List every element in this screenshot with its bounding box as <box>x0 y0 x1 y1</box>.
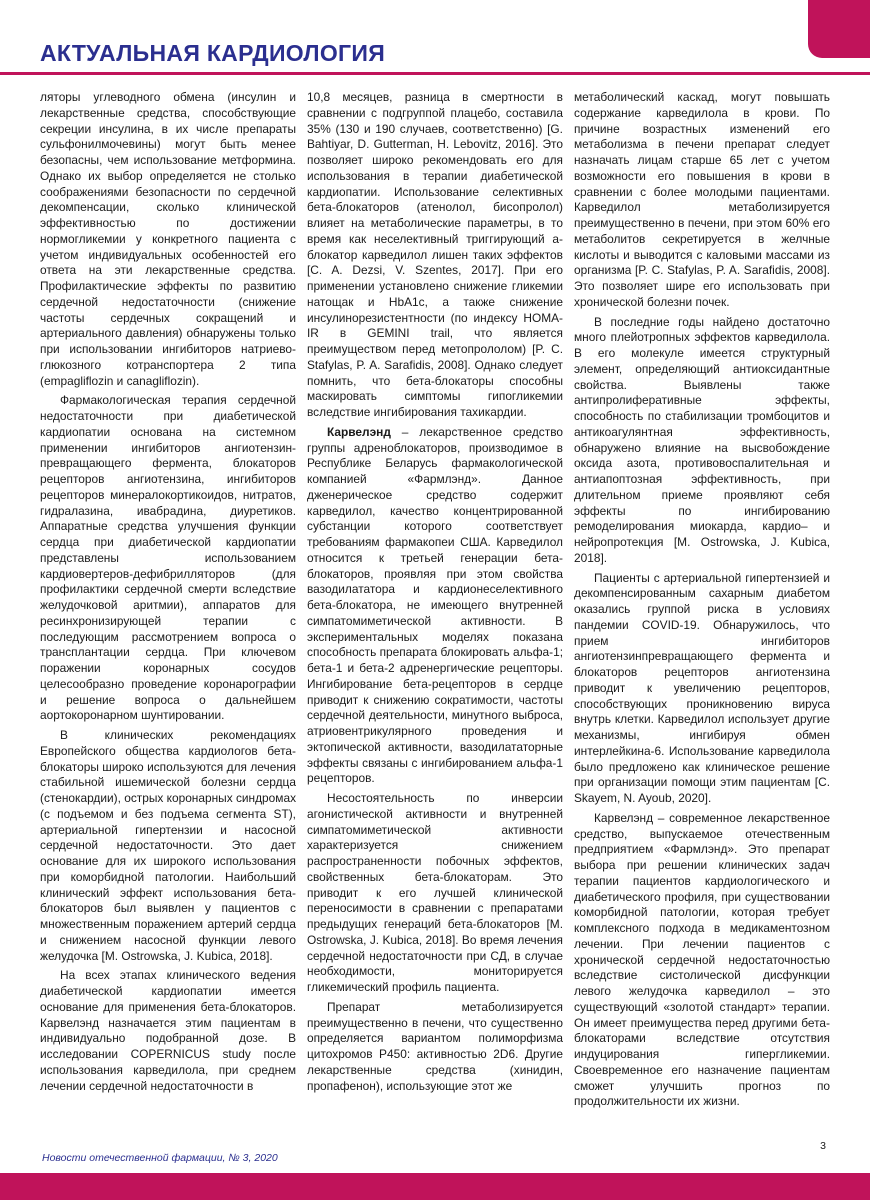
footer-bar <box>0 1173 870 1200</box>
paragraph: метаболический каскад, могут повышать содержание карведилола в крови. По причине возрастных изменений его метаболизма в печени препарат следует назначать лицам старше 65 лет с учетом возможности его повышения в крови в сравнении с более молодыми пациентами. Карведилол метаболизируется преимущественно в печени, при этом 60% его метаболитов секретируется в желчные кислоты и выводится с каловыми массами из организма [P. C. Stafylas, P. A. Sarafidis, 2008]. Это позволяет шире его использовать при хронической болезни почек. <box>574 90 830 309</box>
paragraph: ляторы углеводного обмена (инсулин и лекарственные средства, способствующие секреции инсулина, в их числе препараты сульфонилмочевины) могут быть менее безопасны, чем использование метформина. Однако их выбор определяется не столько соображениями безопасности по сердечной декомпенсации, сколько клинической эффективностью по достижении нормогликемии у конкретного пациента с учетом индивидуальных особенностей его ответа на эти лекарственные средства. Профилактические эффекты по развитию сердечной недостаточности (снижение частоты сердечных сокращений и артериального давления) обнаружены только при использовании ингибиторов натриево-глюкозного котранспортера 2 типа (empagliflozin и canagliflozin). <box>40 90 296 388</box>
paragraph: Несостоятельность по инверсии агонистической активности и внутренней симпатомиметической активности характеризуется снижением распространенности побочных эффектов, свойственных бета-блокаторам. Это приводит к его лучшей клинической переносимости в сравнении с препаратами предыдущих генераций бета-блокаторов [M. Ostrowska, J. Kubica, 2018]. Во время лечения сердечной недостаточности при СД, в случае необходимости, мониторируется гликемический профиль пациента. <box>307 791 563 994</box>
paragraph: Карвелэнд – современное лекарственное средство, выпускаемое отечественным предприятием «Фармлэнд». Это препарат выбора при решении клинических задач терапии пациентов кардиологического и диабетического профиля, при существовании коморбидной патологии, которая требует комплексного подхода в медикаментозном лечении. При лечении пациентов с хронической сердечной недостаточностью вследствие систолической дисфункции левого желудочка карведилол – это существующий «золотой стандарт» терапии. Он имеет преимущества перед другими бета-блокаторами вследствие отсутствия индуцирования гипергликемии. Своевременное его назначение пациентам сможет улучшить прогноз по продолжительности их жизни. <box>574 810 830 1109</box>
paragraph: В последние годы найдено достаточно много плейотропных эффектов карведилола. В его молекуле имеется структурный элемент, определяющий антиоксидантные свойства. Выявлены также антипролиферативные эффекты, способность по стабилизации тромбоцитов и антикоагулянтная эффективность, обнаружено влияние на высвобождение оксида азота, противовоспалительная и антиапоптозная эффективность, при длительном приеме проявляют себя эффекты по ингибированию ремоделирования миокарда, кардио– и нейропротекция [M. Ostrowska, J. Kubica, 2018]. <box>574 314 830 565</box>
drug-name-bold: Карвелэнд <box>327 424 391 439</box>
column-2 <box>307 90 563 1120</box>
article-columns <box>40 90 830 1120</box>
paragraph: Фармакологическая терапия сердечной недостаточности при диабетической кардиопатии основана на системном применении ингибиторов ангиотензин-превращающего фермента, блокаторов рецепторов ангиотензина, ингибиторов рецепторов минералокортикоидов, нитратов, гидралазина, ивабрадина, диуретиков. Аппаратные средства улучшения функции сердца при диабетической кардиопатии представлены использованием кардиовертеров-дефибрилляторов (для профилактики сердечной смерти вследствие желудочковой аритмии), аппаратов для ресинхронизирующей терапии с последующим рассмотрением вопроса о трансплантации сердца. При ключевом поражении коронарных сосудов целесообразно проведение коронарографии и решение вопроса о дальнейшем аортокоронарном шунтировании. <box>40 393 296 723</box>
paragraph-karveland <box>307 425 563 787</box>
page-number: 3 <box>820 1140 826 1152</box>
paragraph: В клинических рекомендациях Европейского общества кардиологов бета-блокаторы широко используются для лечения стабильной ишемической болезни сердца (стенокардии), острых коронарных синдромах (с подъемом и без подъема сегмента ST), артериальной гипертензии и насосной сердечной недостаточности. Это дает основание для их широкого использования при коморбидной патологии. Наибольший клинический эффект использования бета-блокаторов был выявлен у пациентов с множественным поражением артерий сердца и снижением насосной функции левого желудочка [M. Ostrowska, J. Kubica, 2018]. <box>40 728 296 963</box>
header-divider <box>0 72 870 75</box>
paragraph: 10,8 месяцев, разница в смертности в сравнении с подгруппой плацебо, составила 35% (130 и 190 случаев, соответственно) [G. Bahtiyar, D. Gutterman, H. Lebovitz, 2016]. Это позволяет широко рекомендовать его для использования в терапии диабетической кардиопатии. Использование селективных бета-блокаторов (атенолол, бисопролол) влияет на метаболические параметры, в то время как неселективный триггирующий а-блокатор карведилол лишен таких эффектов [C. A. Dezsi, V. Szentes, 2017]. При его применении установлено снижение гликемии натощак и HbA1c, а также снижение инсулинорезистентности (по индексу HOMA-IR в GEMINI trail, что является преимуществом перед метопрололом) [P. C. Stafylas, P. A. Sarafidis, 2008]. Однако следует помнить, что бета-блокаторы способны маскировать симптомы гипогликемии вследствие ингибирования тахикардии. <box>307 90 563 419</box>
column-1 <box>40 90 296 1120</box>
paragraph: Препарат метаболизируется преимущественно в печени, что существенно определяется вариантом полиморфизма цитохромов P450: активностью 2D6. Другие лекарственные средства (хинидин, пропафенон), использующие этот же <box>307 999 563 1093</box>
paragraph-text: – лекарственное средство группы адреноблокаторов, производимое в Республике Беларусь фармакологической компанией «Фармлэнд». Данное дженерическое средство содержит карведилол, качество концентрированной субстанции которого соответствует требованиям фармакопеи США. Карведилол относится к третьей генерации бета-блокаторов, проявляя при этом свойства вазодилататора и кардионеселективного бета-блокатора, не имеющего внутренней симпатомиметической активности. В экспериментальных моделях показана способность препарата блокировать альфа-1; бета-1 и бета-2 адренергические рецепторы. Ингибирование бета-рецепторов в сердце приводит к снижению сократимости, частоты сердечной деятельности, минутного выброса, атриовентрикулярного проведения и эктопической активности, вазодилататорные эффекты связаны с ингибированием альфа-1 рецепторов. <box>307 424 563 786</box>
column-3 <box>574 90 830 1120</box>
section-title: АКТУАЛЬНАЯ КАРДИОЛОГИЯ <box>40 40 386 66</box>
header-corner-tab <box>808 0 870 58</box>
paragraph: Пациенты с артериальной гипертензией и декомпенсированным сахарным диабетом оказались группой риска в условиях пандемии COVID-19. Обнаружилось, что прием ингибиторов ангиотензинпревращающего фермента и блокаторов рецепторов ангиотензина приводит к увеличению рецепторов, способствующих проникновению вируса внутрь клетки. Карведилол использует другие механизмы, ингибируя обмен интерлейкина-6. Использование карведилола было предложено как клиническое решение при организации помощи этим пациентам [C. Skayem, N. Ayoub, 2020]. <box>574 570 830 805</box>
journal-footer: Новости отечественной фармации, № 3, 2020 <box>42 1152 278 1164</box>
paragraph: На всех этапах клинического ведения диабетической кардиопатии имеется основание для применения бета-блокаторов. Карвелэнд назначается этим пациентам в индивидуально подобранной дозе. В исследовании COPERNICUS study после использования карведилола, при среднем лечении сердечной недостаточности в <box>40 968 296 1093</box>
